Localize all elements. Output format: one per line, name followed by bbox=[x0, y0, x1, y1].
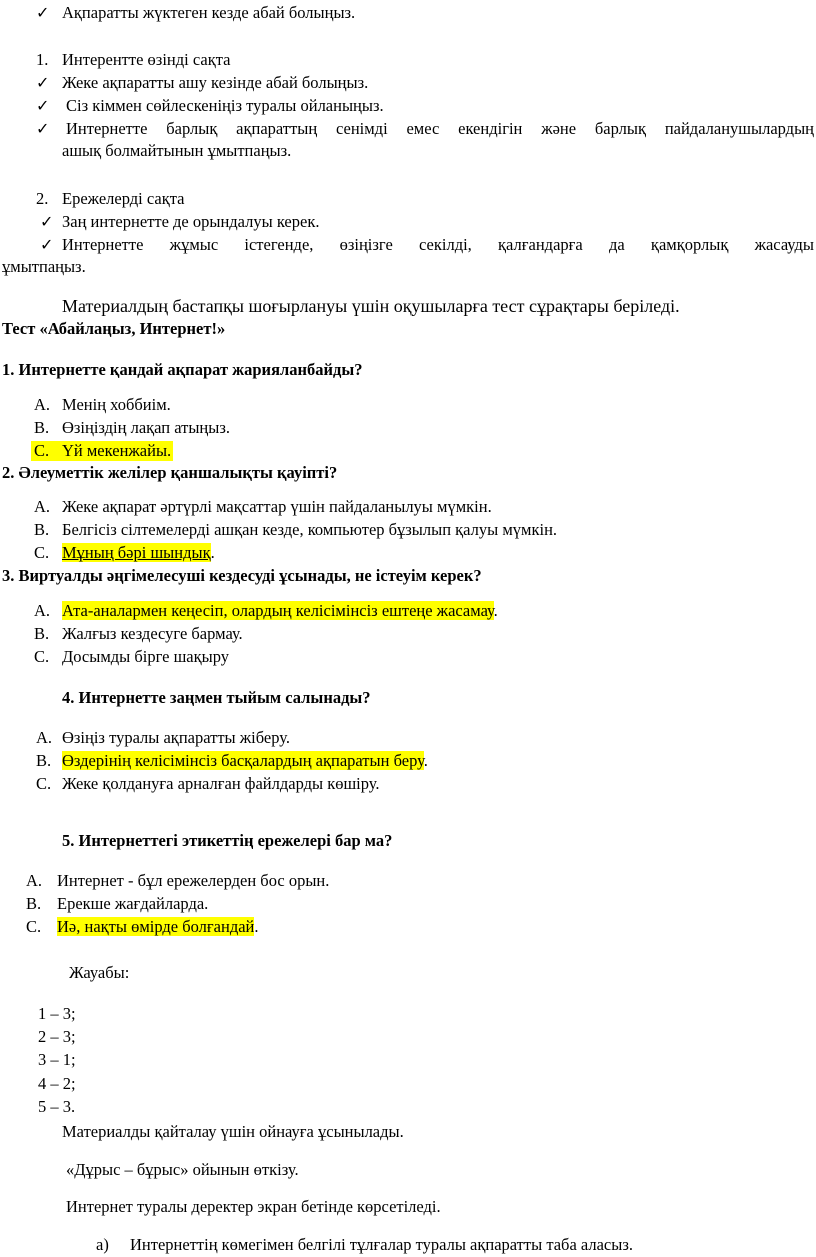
option-suffix: . bbox=[423, 751, 428, 770]
correct-option bbox=[62, 601, 498, 621]
check-icon: ✓ bbox=[36, 73, 50, 92]
rule-2-title: Ережелерді сақта bbox=[62, 189, 185, 208]
check-icon: ✓ bbox=[36, 3, 50, 22]
rule-2-number: 2. bbox=[36, 189, 49, 208]
rule-2-item: Заң интернетте де орындалуы керек. bbox=[62, 212, 320, 231]
option-text: Жалғыз кездесуге бармау. bbox=[62, 624, 243, 643]
question-1: 1. Интернетте қандай ақпарат жарияланбайды? bbox=[2, 360, 363, 379]
option-text: Белгісіз сілтемелерді ашқан кезде, компьютер бұзылып қалуы мүмкін. bbox=[62, 520, 558, 539]
option-letter: C. bbox=[36, 774, 52, 793]
option-text: Өздерінің келісімінсіз басқалардың ақпаратын беру bbox=[62, 751, 424, 770]
rule-1-item-cont: ашық болмайтынын ұмытпаңыз. bbox=[62, 141, 292, 160]
option-letter: C. bbox=[26, 917, 42, 936]
option-letter: B. bbox=[34, 418, 50, 437]
answer-item: 2 – 3; bbox=[38, 1027, 76, 1046]
option-letter: C. bbox=[34, 441, 50, 460]
correct-option bbox=[62, 751, 428, 771]
option-letter: A. bbox=[34, 395, 51, 414]
rule-2-item-cont: ұмытпаңыз. bbox=[2, 257, 86, 276]
answer-item: 3 – 1; bbox=[38, 1050, 76, 1069]
rule-1-item: Жеке ақпаратты ашу кезінде абай болыңыз. bbox=[62, 73, 369, 92]
option-letter: C. bbox=[34, 543, 50, 562]
option-letter: B. bbox=[34, 520, 50, 539]
option-letter: B. bbox=[36, 751, 52, 770]
correct-option bbox=[57, 917, 259, 937]
option-text: Жеке қолдануға арналған файлдарды көшіру. bbox=[62, 774, 380, 793]
outro-line: Интернет туралы деректер экран бетінде көрсетіледі. bbox=[66, 1197, 441, 1216]
question-3: 3. Виртуалды әңгімелесуші кездесуді ұсынады, не істеуім керек? bbox=[2, 566, 482, 585]
outro-line: Материалды қайталау үшін ойнауға ұсынылады. bbox=[62, 1122, 404, 1141]
option-text: Менің хоббиім. bbox=[62, 395, 171, 414]
option-letter: A. bbox=[34, 601, 51, 620]
option-text: Интернет - бұл ережелерден бос орын. bbox=[57, 871, 330, 890]
answer-item: 5 – 3. bbox=[38, 1097, 76, 1116]
option-text: Өзіңіз туралы ақпаратты жіберу. bbox=[62, 728, 290, 747]
option-text: Иә, нақты өмірде болғандай bbox=[57, 917, 255, 936]
check-icon: ✓ bbox=[36, 96, 50, 115]
check-icon: ✓ bbox=[40, 212, 54, 231]
option-suffix: . bbox=[493, 601, 498, 620]
outro-item-text: Интернеттің көмегімен белгілі тұлғалар туралы ақпаратты таба аласыз. bbox=[130, 1235, 633, 1254]
test-intro: Материалдың бастапқы шоғырлануы үшін оқушыларға тест сұрақтары беріледі. bbox=[62, 296, 680, 316]
rule-1-number: 1. bbox=[36, 50, 49, 69]
correct-option bbox=[31, 441, 173, 461]
rule-1-item: Интернетте барлық ақпараттың сенімді емес екендігін және барлық пайдаланушылардың bbox=[66, 119, 814, 138]
check-icon: ✓ bbox=[36, 119, 50, 138]
option-text: Жеке ақпарат әртүрлі мақсаттар үшін пайдаланылуы мүмкін. bbox=[62, 497, 492, 516]
option-text: Ерекше жағдайларда. bbox=[57, 894, 209, 913]
option-text: Досымды бірге шақыру bbox=[62, 647, 230, 666]
intro-line: Ақпаратты жүктеген кезде абай болыңыз. bbox=[62, 3, 356, 22]
outro-item-letter: а) bbox=[96, 1235, 109, 1254]
rule-1-title: Интерентте өзінді сақта bbox=[62, 50, 231, 69]
option-letter: B. bbox=[34, 624, 50, 643]
option-suffix: . bbox=[254, 917, 259, 936]
rule-2-item: Интернетте жұмыс істегенде, өзіңізге секілді, қалғандарға да қамқорлық жасауды bbox=[62, 235, 814, 254]
question-5: 5. Интернеттегі этикеттің ережелері бар ма? bbox=[62, 831, 393, 850]
option-letter: B. bbox=[26, 894, 42, 913]
answers-label: Жауабы: bbox=[69, 963, 130, 982]
correct-option bbox=[62, 543, 215, 563]
option-text: Үй мекенжайы. bbox=[62, 441, 172, 460]
answer-item: 1 – 3; bbox=[38, 1004, 76, 1023]
option-letter: A. bbox=[34, 497, 51, 516]
rule-1-item: Сіз кіммен сөйлескеніңіз туралы ойланыңыз. bbox=[66, 96, 384, 115]
question-4: 4. Интернетте заңмен тыйым салынады? bbox=[62, 688, 371, 707]
question-2: 2. Әлеуметтік желілер қаншалықты қауіпті? bbox=[2, 463, 338, 482]
option-text: Мұның бәрі шындық bbox=[62, 543, 211, 562]
check-icon: ✓ bbox=[40, 235, 54, 254]
answer-item: 4 – 2; bbox=[38, 1074, 76, 1093]
option-letter: C. bbox=[34, 647, 50, 666]
option-letter: A. bbox=[36, 728, 53, 747]
option-letter: A. bbox=[26, 871, 43, 890]
test-title: Тест «Абайлаңыз, Интернет!» bbox=[2, 319, 226, 338]
outro-line: «Дұрыс – бұрыс» ойынын өткізу. bbox=[66, 1160, 299, 1179]
option-text: Ата-аналармен кеңесіп, олардың келісімінсіз ештеңе жасамау bbox=[62, 601, 494, 620]
option-text: Өзіңіздің лақап атыңыз. bbox=[62, 418, 230, 437]
option-suffix: . bbox=[210, 543, 215, 562]
